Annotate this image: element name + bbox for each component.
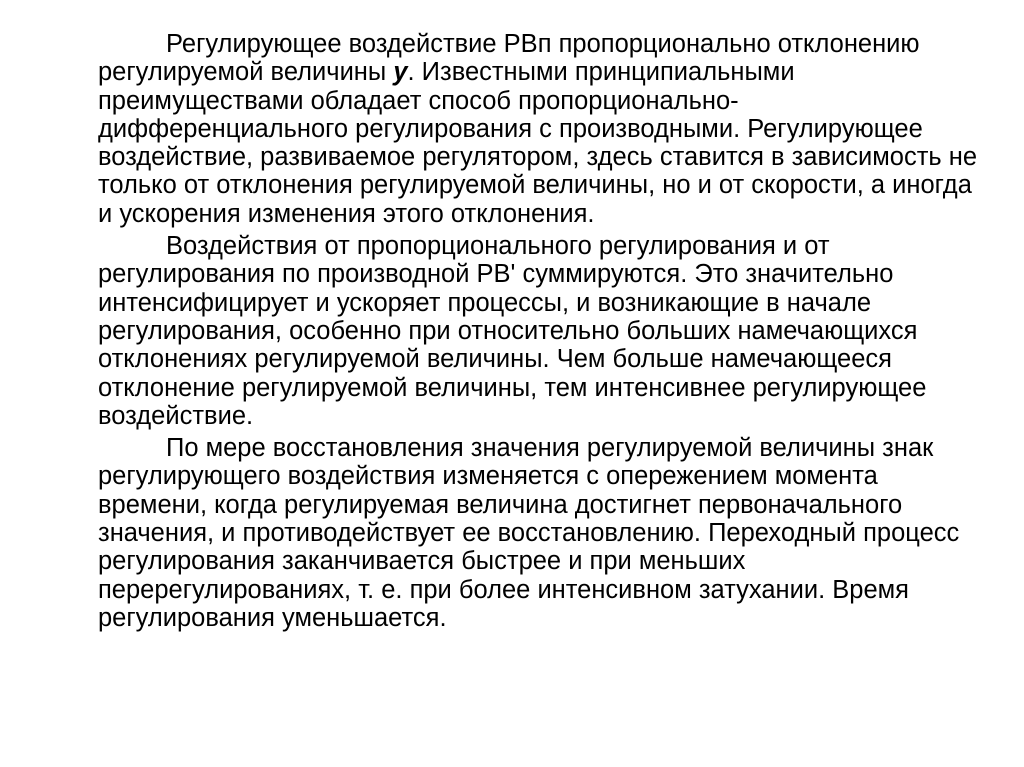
variable-y: у — [393, 58, 408, 87]
document-body — [98, 30, 978, 636]
paragraph-3: По мере восстановления значения регулируемой величины знак регулирующего воздействия изменяется с опережением момента времени, когда регулируемая величина достигнет первоначального значения, и противодействует ее восстановлению. Переходный процесс регулирования заканчивается быстрее и при меньших перерегулированиях, т. е. при более интенсивном затухании. Время регулирования уменьшается. — [98, 434, 960, 632]
paragraph-2: Воздействия от пропорционального регулирования и от регулирования по производной РВ' суммируются. Это значительно интенсифицирует и ускоряет процессы, и возникающие в начале регулирования, особенно при относительно больших намечающихся отклонениях регулируемой величины. Чем больше намечающееся отклонение регулируемой величины, тем интенсивнее регулирующее воздействие. — [98, 232, 927, 430]
paragraph-1-text-start: Регулирующее воздействие РВп пропорционально отклонению регулируемой величины — [98, 30, 920, 87]
paragraph-1-text-end: . Известными принципиальными преимуществами обладает способ пропорционально-дифференциального регулирования с производными. Регулирующее воздействие, развиваемое регулятором, здесь ставится в зависимость не только от отклонения регулируемой величины, но и от скорости, а иногда и ускорения изменения этого отклонения. — [98, 58, 978, 228]
paragraph-1 — [98, 30, 978, 228]
